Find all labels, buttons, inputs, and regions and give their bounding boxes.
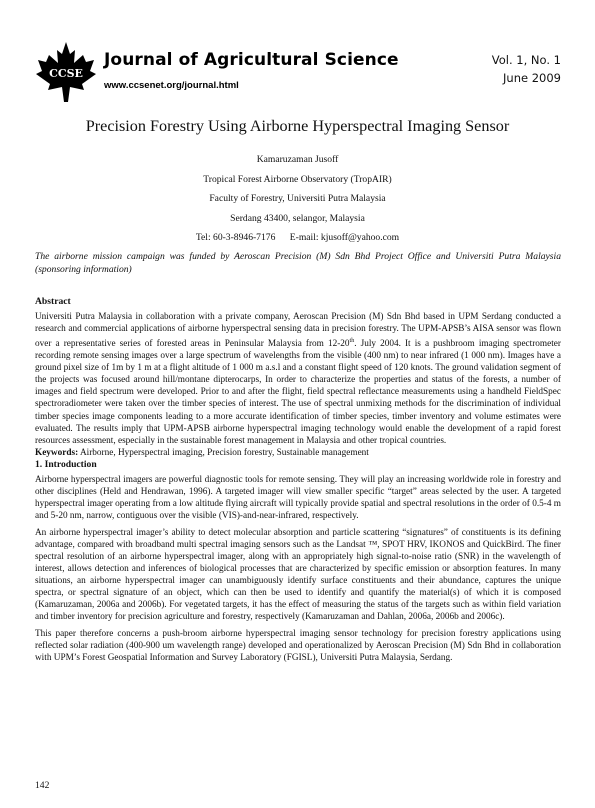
logo-text: CCSE — [49, 67, 83, 80]
author-tel: Tel: 60-3-8946-7176 — [195, 232, 276, 243]
paper-title: Precision Forestry Using Airborne Hyperspectral Imaging Sensor — [85, 117, 510, 135]
author-contact — [0, 228, 595, 248]
funding-note: The airborne mission campaign was funded by Aeroscan Precision (M) Sdn Bhd Project Office and Universiti Putra Malaysia (sponsoring information) — [35, 251, 561, 275]
intro-paragraph-3: This paper therefore concerns a push-broom airborne hyperspectral imaging sensor technology for precision forestry applications using reflected solar radiation (400-900 um wavelength range) developed and operationalized by Aeroscan Precision (M) Sdn Bhd in collaboration with UPM’s Forest Geospatial Information and Survey Laboratory (FGISL), Universiti Putra Malaysia, Serdang. — [35, 629, 561, 664]
author-email: E-mail: kjusoff@yahoo.com — [289, 232, 400, 243]
page-number: 142 — [35, 780, 50, 791]
journal-title: Journal of Agricultural Science — [104, 50, 399, 70]
author-affiliation-1: Tropical Forest Airborne Observatory (TropAIR) — [203, 173, 392, 185]
keywords — [35, 447, 561, 459]
author-affiliation-2: Faculty of Forestry, Universiti Putra Malaysia — [209, 193, 386, 204]
keywords-text: Airborne, Hyperspectral imaging, Precision forestry, Sustainable management — [78, 447, 369, 458]
volume-number: Vol. 1, No. 1 — [491, 53, 561, 67]
section-heading-introduction: 1. Introduction — [35, 458, 97, 470]
author-block — [0, 150, 595, 248]
ccse-maple-leaf-logo — [34, 40, 98, 104]
author-address: Serdang 43400, selangor, Malaysia — [230, 212, 365, 224]
superscript: th — [349, 338, 355, 345]
issue-date: June 2009 — [503, 71, 561, 85]
intro-paragraph-1: Airborne hyperspectral imagers are powerful diagnostic tools for remote sensing. They will play an increasing worldwide role in forestry and other disciplines (Held and Hendrawan, 1996). A targeted imager will view smaller specific “target” areas selected by the user. A targeted hyperspectral imager operating from a low altitude flying aircraft will typically provide spatial and spectral resolutions in the order of 0.5-4 m and 5-20 nm, narrow, contiguous over the visible (VIS)-and-near-infrared, respectively. — [35, 474, 561, 521]
article-body — [35, 296, 561, 664]
abstract-heading: Abstract — [35, 296, 71, 307]
abstract-text: Universiti Putra Malaysia in collaboration with a private company, Aeroscan Precision (M) Sdn Bhd based in UPM Serdang conducted a research and commercial applications of airborne hyperspectral sensing data in precision forestry. The UPM-APSB’s AISA sensor was flown over a representative series of forested areas in Peninsular Malaysia from 12-20th. July 2004. It is a pushbroom imaging spectrometer recording remote sensing images over a large spectrum of wavelengths from the visible (400 nm) to near infrared (1 000 nm). Images have a ground pixel size of 1m by 1 m at a flight altitude of 1 000 m a.s.l and a constant flight speed of 120 knots. The ground validation segment of the projects was focused around hill/montane dipterocarps, In order to characterize the properties and status of the forests, a number of images and field spectrum were developed. Prior to and after the flight, field spectral reflectance measurements using a handheld FieldSpec spectroradiometer were taken over the timber species of interest. The use of spectral unmixing methods for the discrimination of individual timber species image components leading to a more accurate identification of timber species, timber inventory and volume estimates were evaluated. The results imply that UPM-APSB airborne hyperspectral imaging technology would enable the development of a rapid forest resources assessment, especially in the sustainable forest management in Malaysia and other tropical countries. — [35, 312, 561, 446]
keywords-label: Keywords: — [35, 447, 79, 458]
author-name: Kamaruzaman Jusoff — [256, 154, 339, 165]
journal-url[interactable]: www.ccsenet.org/journal.html — [104, 80, 239, 91]
intro-paragraph-2: An airborne hyperspectral imager’s ability to detect molecular absorption and particle scattering “signatures” of constituents is its defining advantage, compared with broadband multi spectral imaging sensors such as the Landsat ™, SPOT HRV, IKONOS and QuickBird. The finer spectral resolution of an airborne hyperspectral imager, along with an appropriately high signal-to-noise ratio (SNR) in the wavelength of interest, allows detection and inferences of biological processes that are characterized by specific emission or absorption features. In many situations, an airborne hyperspectral imager can unambiguously identify surface constituents and their abundance, captures the unique spectra, or spectral signature of an object, which can then be used to identify and quantify the material(s) of which it is composed (Kamaruzaman, 2006a and 2006b). For vegetated targets, it has the effect of measuring the status of the targets such as within field variation and timber inventory for precision agriculture and forestry, respectively (Kamaruzaman and Dahlan, 2006a, 2006b and 2006c). — [35, 527, 561, 623]
